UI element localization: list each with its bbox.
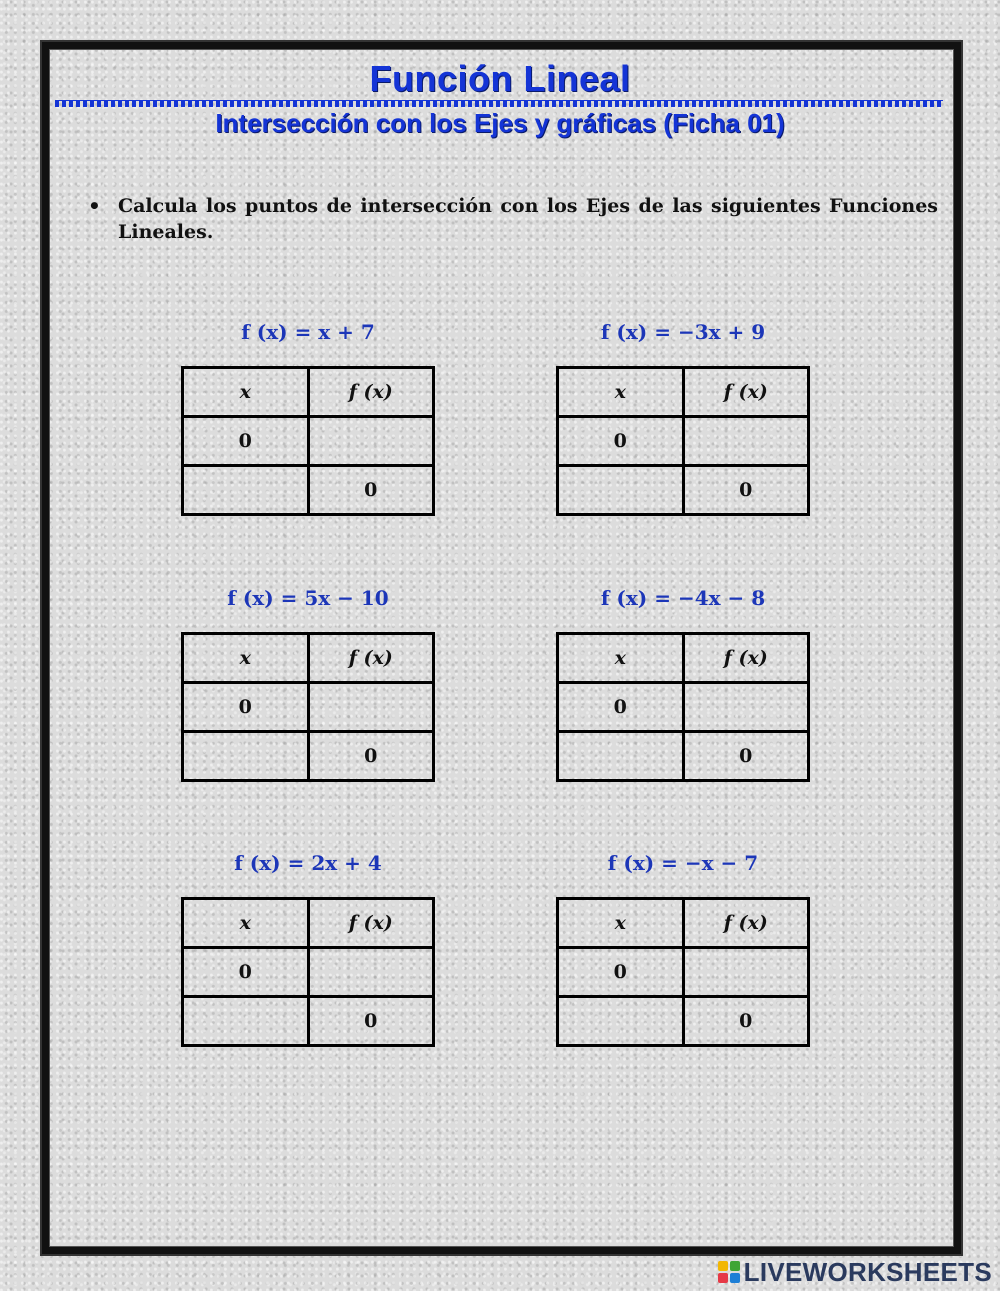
cell-x-given: 0 <box>558 948 684 997</box>
cell-fx-answer[interactable] <box>308 948 434 997</box>
cell-fx-answer[interactable] <box>308 683 434 732</box>
cell-fx-answer[interactable] <box>683 948 809 997</box>
instruction-text: Calcula los puntos de intersección con los Ejes de las siguientes Funciones Lineales. <box>118 195 938 243</box>
header-fx: f (x) <box>683 368 809 417</box>
header-x: x <box>558 634 684 683</box>
header-fx: f (x) <box>683 899 809 948</box>
header-x: x <box>183 634 309 683</box>
header-fx: f (x) <box>683 634 809 683</box>
instruction <box>88 193 938 245</box>
liveworksheets-icon <box>718 1261 740 1283</box>
cell-x-answer[interactable] <box>558 732 684 781</box>
bullet-icon: • <box>88 194 101 218</box>
values-table <box>181 632 435 782</box>
values-table <box>556 366 810 516</box>
cell-x-answer[interactable] <box>558 997 684 1046</box>
values-table <box>556 632 810 782</box>
function-label: f (x) = 2x + 4 <box>234 851 382 875</box>
function-label: f (x) = −4x − 8 <box>600 586 766 610</box>
values-table <box>181 366 435 516</box>
cell-x-answer[interactable] <box>558 466 684 515</box>
cell-fx-answer[interactable] <box>683 683 809 732</box>
title-divider <box>55 100 943 107</box>
cell-fx-answer[interactable] <box>683 417 809 466</box>
cell-fx-given: 0 <box>683 466 809 515</box>
function-label: f (x) = 5x − 10 <box>227 586 389 610</box>
header-fx: f (x) <box>308 899 434 948</box>
header-x: x <box>558 899 684 948</box>
cell-fx-given: 0 <box>308 732 434 781</box>
cell-fx-given: 0 <box>683 732 809 781</box>
header-x: x <box>558 368 684 417</box>
cell-x-given: 0 <box>183 683 309 732</box>
header-fx: f (x) <box>308 368 434 417</box>
values-table <box>556 897 810 1047</box>
cell-x-given: 0 <box>183 948 309 997</box>
page-subtitle: Intersección con los Ejes y gráficas (Ficha 01) <box>215 108 785 138</box>
cell-x-answer[interactable] <box>183 997 309 1046</box>
cell-fx-given: 0 <box>308 466 434 515</box>
liveworksheets-logo[interactable] <box>718 1257 992 1287</box>
function-label: f (x) = −x − 7 <box>607 851 759 875</box>
cell-x-answer[interactable] <box>183 732 309 781</box>
cell-x-given: 0 <box>558 683 684 732</box>
header-fx: f (x) <box>308 634 434 683</box>
values-table <box>181 897 435 1047</box>
cell-x-given: 0 <box>183 417 309 466</box>
function-label: f (x) = −3x + 9 <box>600 320 766 344</box>
function-label: f (x) = x + 7 <box>241 320 375 344</box>
cell-fx-answer[interactable] <box>308 417 434 466</box>
header-x: x <box>183 899 309 948</box>
cell-x-given: 0 <box>558 417 684 466</box>
cell-x-answer[interactable] <box>183 466 309 515</box>
cell-fx-given: 0 <box>308 997 434 1046</box>
logo-text: LIVEWORKSHEETS <box>743 1256 992 1287</box>
page-title: Función Lineal <box>369 58 631 99</box>
cell-fx-given: 0 <box>683 997 809 1046</box>
header-x: x <box>183 368 309 417</box>
